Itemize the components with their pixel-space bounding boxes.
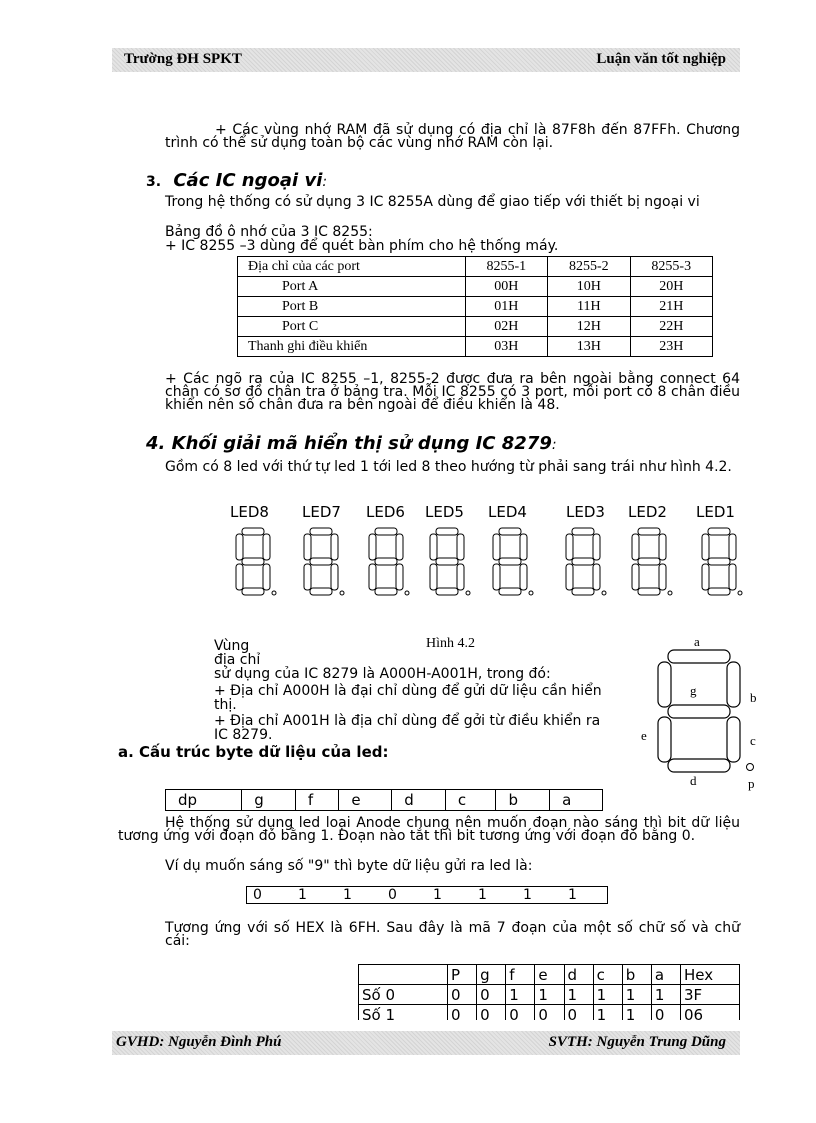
- map-intro: Bảng đồ ô nhớ của 3 IC 8255:: [165, 224, 373, 240]
- table-cell: b: [496, 790, 550, 811]
- table-cell: f: [295, 790, 339, 811]
- page-footer: [112, 1031, 740, 1055]
- table-cell: c: [593, 965, 622, 985]
- table-cell: 11H: [548, 297, 630, 317]
- addr-bullet-2: + Địa chỉ A001H là địa chỉ dùng để gởi từ điều khiển ra: [214, 713, 601, 729]
- table-cell: 8255-3: [630, 257, 712, 277]
- table-cell: 1: [593, 1005, 622, 1021]
- table-cell: 12H: [548, 317, 630, 337]
- table-cell: 10H: [548, 277, 630, 297]
- segment-code-table: [358, 964, 740, 1020]
- table-cell: Địa chỉ của các port: [238, 257, 466, 277]
- table-cell: e: [339, 790, 392, 811]
- table-cell: 0: [651, 1005, 680, 1021]
- table-cell: Port C: [238, 317, 466, 337]
- table-row: [359, 985, 740, 1005]
- para-leds: Gồm có 8 led với thứ tự led 1 tới led 8 theo hướng từ phải sang trái như hình 4.2.: [165, 459, 732, 475]
- table-cell: Số 0: [359, 985, 448, 1005]
- header-left: Trường ĐH SPKT: [124, 51, 242, 67]
- segment-label-d: d: [690, 773, 697, 788]
- table-cell: 02H: [465, 317, 547, 337]
- table-header-row: [359, 965, 740, 985]
- table-cell: Port A: [238, 277, 466, 297]
- table-cell: Hex: [681, 965, 740, 985]
- led-digit-7: [304, 528, 344, 595]
- para-ic: Trong hệ thống có sử dụng 3 IC 8255A dùng để giao tiếp với thiết bị ngoại vi: [165, 194, 700, 210]
- led-digit-5: [430, 528, 470, 595]
- table-cell: 20H: [630, 277, 712, 297]
- map-note: + IC 8255 –3 dùng để quét bàn phím cho hệ thống máy.: [165, 238, 559, 254]
- table-cell: a: [550, 790, 603, 811]
- table-cell: Thanh ghi điều khiển: [238, 337, 466, 357]
- bit-cell: 0: [253, 887, 262, 903]
- table-cell: d: [392, 790, 446, 811]
- table-cell: d: [564, 965, 593, 985]
- led-digit-8: [236, 528, 276, 595]
- table-cell: 23H: [630, 337, 712, 357]
- segment-label-p: p: [748, 776, 755, 791]
- addr-line-3: sử dụng của IC 8279 là A000H-A001H, trong đó:: [214, 666, 551, 682]
- table-cell: 03H: [465, 337, 547, 357]
- table-cell: g: [242, 790, 296, 811]
- table-cell: a: [651, 965, 680, 985]
- bit-cell: 1: [298, 887, 307, 903]
- example-intro: Ví dụ muốn sáng số "9" thì byte dữ liệu gửi ra led là:: [165, 858, 533, 874]
- led-digit-6: [369, 528, 409, 595]
- table-cell: c: [445, 790, 496, 811]
- table-cell: 0: [564, 1005, 593, 1021]
- table-cell: Port B: [238, 297, 466, 317]
- table-cell: Số 1: [359, 1005, 448, 1021]
- segment-label-c: c: [750, 733, 756, 748]
- table-cell: f: [506, 965, 535, 985]
- footer-left: GVHD: Nguyễn Đình Phú: [116, 1034, 282, 1050]
- led-digit-2: [632, 528, 672, 595]
- led-label: LED3: [566, 503, 605, 521]
- led-digit-4: [493, 528, 533, 595]
- table-cell: 0: [477, 1005, 506, 1021]
- table-cell: 1: [622, 1005, 651, 1021]
- led-label: LED2: [628, 503, 667, 521]
- table-cell: 0: [535, 1005, 564, 1021]
- segment-label-e: e: [641, 728, 647, 743]
- section-4-title: 4. Khối giải mã hiển thị sử dụng IC 8279: [146, 433, 552, 454]
- figure-caption: Hình 4.2: [426, 636, 475, 651]
- table-cell: 0: [448, 985, 477, 1005]
- bit-cell: 1: [343, 887, 352, 903]
- table-row: [166, 790, 603, 811]
- segment-code-table-clip: [358, 964, 740, 1020]
- section-a-heading: a. Cấu trúc byte dữ liệu của led:: [118, 743, 389, 761]
- para-hex: Tương ứng với số HEX là 6FH. Sau đây là mã 7 đoạn của một số chữ số và chữ cái:: [165, 920, 740, 949]
- led-label: LED4: [488, 503, 527, 521]
- table-cell: 13H: [548, 337, 630, 357]
- para-ram: + Các vùng nhớ RAM đã sử dụng có địa chỉ là 87F8h đến 87FFh. Chương trình có thể sử dụng toàn bộ các vùng nhớ RAM còn lại.: [165, 122, 740, 151]
- addr-bullet-1-cont: thị.: [214, 697, 237, 713]
- led-label: LED7: [302, 503, 341, 521]
- segment-label-b: b: [750, 690, 757, 705]
- addr-line-1: Vùng: [214, 638, 250, 654]
- led-digit-3: [566, 528, 606, 595]
- table-cell: 1: [651, 985, 680, 1005]
- table-cell: 0: [448, 1005, 477, 1021]
- table-cell: dp: [166, 790, 242, 811]
- led-label: LED5: [425, 503, 464, 521]
- led-label: LED6: [366, 503, 405, 521]
- table-cell: 8255-1: [465, 257, 547, 277]
- table-cell: P: [448, 965, 477, 985]
- example-bits: [246, 886, 608, 904]
- table-row: [359, 1005, 740, 1021]
- segment-label-g: g: [690, 683, 697, 698]
- table-cell: 00H: [465, 277, 547, 297]
- bit-cell: 1: [478, 887, 487, 903]
- bit-cell: 1: [523, 887, 532, 903]
- led-digit-1: [702, 528, 742, 595]
- section-3-number: 3.: [146, 174, 162, 190]
- table-cell: e: [535, 965, 564, 985]
- led-label: LED8: [230, 503, 269, 521]
- section-3-title: Các IC ngoại vi: [173, 170, 323, 191]
- table-cell: 1: [593, 985, 622, 1005]
- addr-bullet-1: + Địa chỉ A000H là đại chỉ dùng để gửi dữ liệu cần hiển: [214, 683, 602, 699]
- byte-structure-table: [165, 789, 603, 811]
- table-cell: 01H: [465, 297, 547, 317]
- table-cell: 21H: [630, 297, 712, 317]
- addr-line-2: địa chỉ: [214, 652, 261, 668]
- section-4-colon: :: [551, 437, 557, 453]
- led-label: LED1: [696, 503, 735, 521]
- para-ports: + Các ngõ ra của IC 8255 –1, 8255-2 được đưa ra bên ngoài bằng connect 64 chân có sơ đồ chân tra ở bảng tra. Mỗi IC 8255 có 3 port, mỗi port có 8 chân điều khiển nên số chân đưa ra bên ngoài để điều khiển là 48.: [165, 371, 740, 413]
- bit-cell: 1: [568, 887, 577, 903]
- table-cell: [359, 965, 448, 985]
- para-anode: Hệ thống sử dụng led loại Anode chung nên muốn đoạn nào sáng thì bit dữ liệu tương ứng với đoạn đó bằng 1. Đoạn nào tắt thì bit tương ứng với đoạn đó bằng 0.: [118, 815, 740, 844]
- table-cell: b: [622, 965, 651, 985]
- table-cell: 22H: [630, 317, 712, 337]
- table-cell: 1: [622, 985, 651, 1005]
- table-cell: 1: [535, 985, 564, 1005]
- table-cell: 0: [477, 985, 506, 1005]
- header-right: Luận văn tốt nghiệp: [596, 51, 726, 67]
- bit-cell: 0: [388, 887, 397, 903]
- table-cell: 3F: [681, 985, 740, 1005]
- table-cell: g: [477, 965, 506, 985]
- footer-right: SVTH: Nguyễn Trung Dũng: [548, 1034, 726, 1050]
- table-cell: 0: [506, 1005, 535, 1021]
- bit-cell: 1: [433, 887, 442, 903]
- table-cell: 1: [564, 985, 593, 1005]
- table-cell: 1: [506, 985, 535, 1005]
- table-cell: 06: [681, 1005, 740, 1021]
- addr-bullet-2-cont: IC 8279.: [214, 727, 273, 743]
- seven-segment-diagram: [630, 630, 780, 795]
- table-cell: 8255-2: [548, 257, 630, 277]
- segment-label-a: a: [694, 634, 700, 649]
- section-3-colon: :: [322, 174, 328, 190]
